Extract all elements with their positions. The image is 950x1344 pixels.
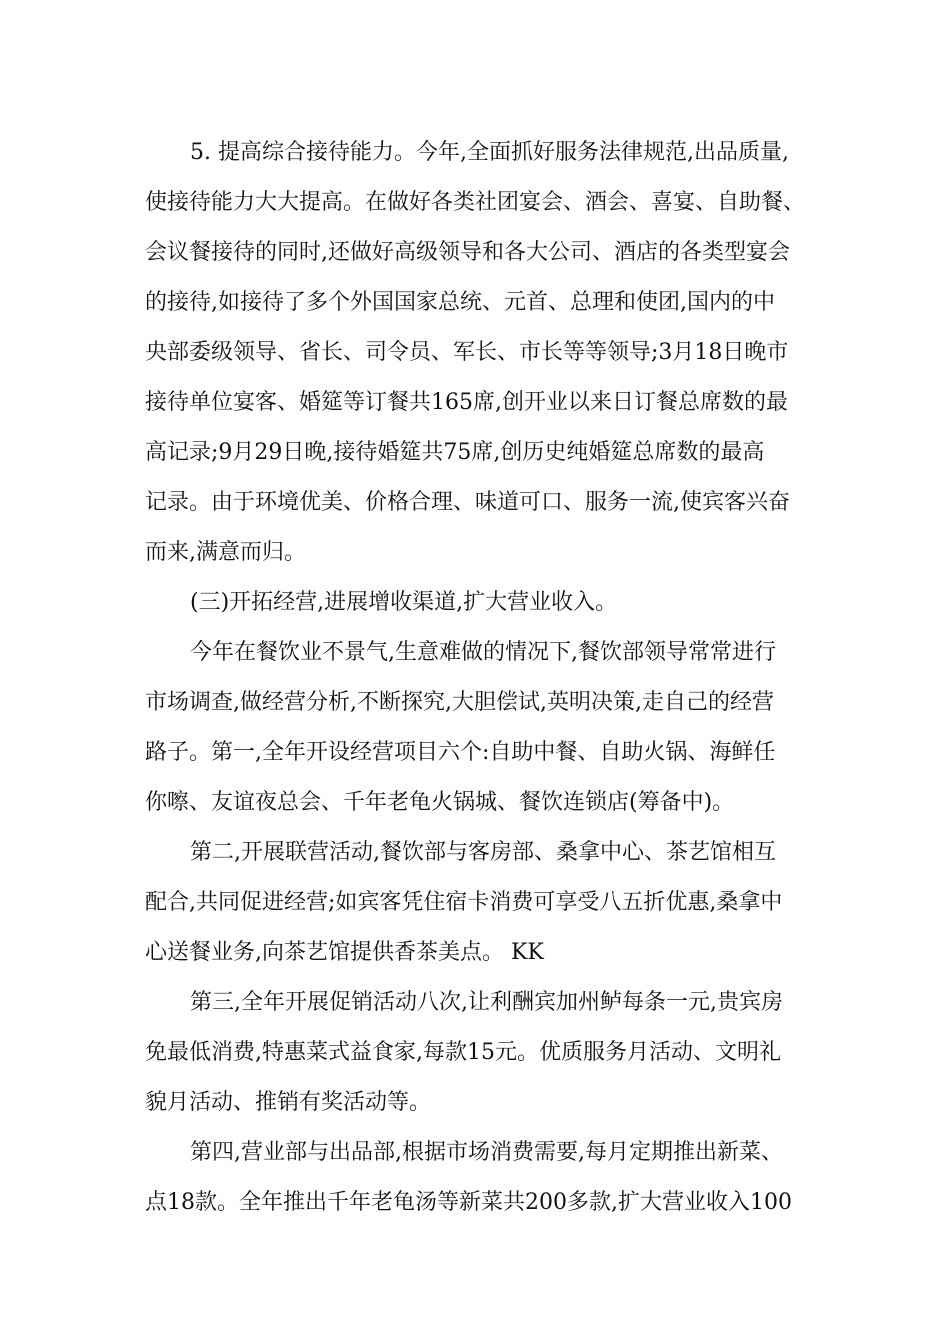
- paragraph-promotions: [145, 978, 815, 1128]
- text-line: 市场调查,做经营分析,不断探究,大胆偿试,英明决策,走自己的经营: [145, 690, 774, 715]
- document-body: [145, 128, 815, 1228]
- text-line: 第二,开展联营活动,餐饮部与客房部、桑拿中心、茶艺馆相互: [190, 840, 776, 865]
- paragraph-reception-capacity: [145, 128, 815, 578]
- text-line: 5. 提高综合接待能力。今年,全面抓好服务法律规范,出品质量,: [190, 140, 789, 165]
- text-line: 高记录;9月29日晚,接待婚筵共75席,创历史纯婚筵总席数的最高: [145, 440, 765, 465]
- text-line: 点18款。全年推出千年老龟汤等新菜共200多款,扩大营业收入100: [145, 1190, 792, 1215]
- text-line: 第四,营业部与出品部,根据市场消费需要,每月定期推出新菜、: [190, 1140, 783, 1165]
- text-line: 第三,全年开展促销活动八次,让利酬宾加州鲈每条一元,贵宾房: [190, 990, 783, 1015]
- text-line: 记录。由于环境优美、价格合理、味道可口、服务一流,使宾客兴奋: [145, 490, 790, 515]
- text-line: 貌月活动、推销有奖活动等。: [145, 1090, 432, 1115]
- paragraph-business-expansion: [145, 628, 815, 828]
- text-line: 心送餐业务,向茶艺馆提供香茶美点。 KK: [145, 940, 544, 965]
- section-heading: [145, 578, 815, 628]
- text-line: 接待单位宴客、婚筵等订餐共165席,创开业以来日订餐总席数的最: [145, 390, 788, 415]
- text-line: 的接待,如接待了多个外国国家总统、元首、总理和使团,国内的中: [145, 290, 775, 315]
- text-line: 免最低消费,特惠菜式益食家,每款15元。优质服务月活动、文明礼: [145, 1040, 781, 1065]
- text-line: 今年在餐饮业不景气,生意难做的情况下,餐饮部领导常常进行: [190, 640, 776, 665]
- text-line: 央部委级领导、省长、司令员、军长、市长等等领导;3月18日晚市: [145, 340, 789, 365]
- text-line: 你嚓、友谊夜总会、千年老龟火锅城、餐饮连锁店(筹备中)。: [145, 790, 735, 815]
- text-line: 路子。第一,全年开设经营项目六个:自助中餐、自助火锅、海鲜任: [145, 740, 776, 765]
- text-line: 会议餐接待的同时,还做好高级领导和各大公司、酒店的各类型宴会: [145, 240, 790, 265]
- text-line: 配合,共同促进经营;如宾客凭住宿卡消费可享受八五折优惠,桑拿中: [145, 890, 783, 915]
- paragraph-new-dishes: [145, 1128, 815, 1228]
- text-line: 而来,满意而归。: [145, 540, 306, 565]
- paragraph-joint-operation: [145, 828, 815, 978]
- text-line: 使接待能力大大提高。在做好各类社团宴会、酒会、喜宴、自助餐、: [145, 190, 806, 215]
- text-line: (三)开拓经营,进展增收渠道,扩大营业收入。: [190, 590, 618, 615]
